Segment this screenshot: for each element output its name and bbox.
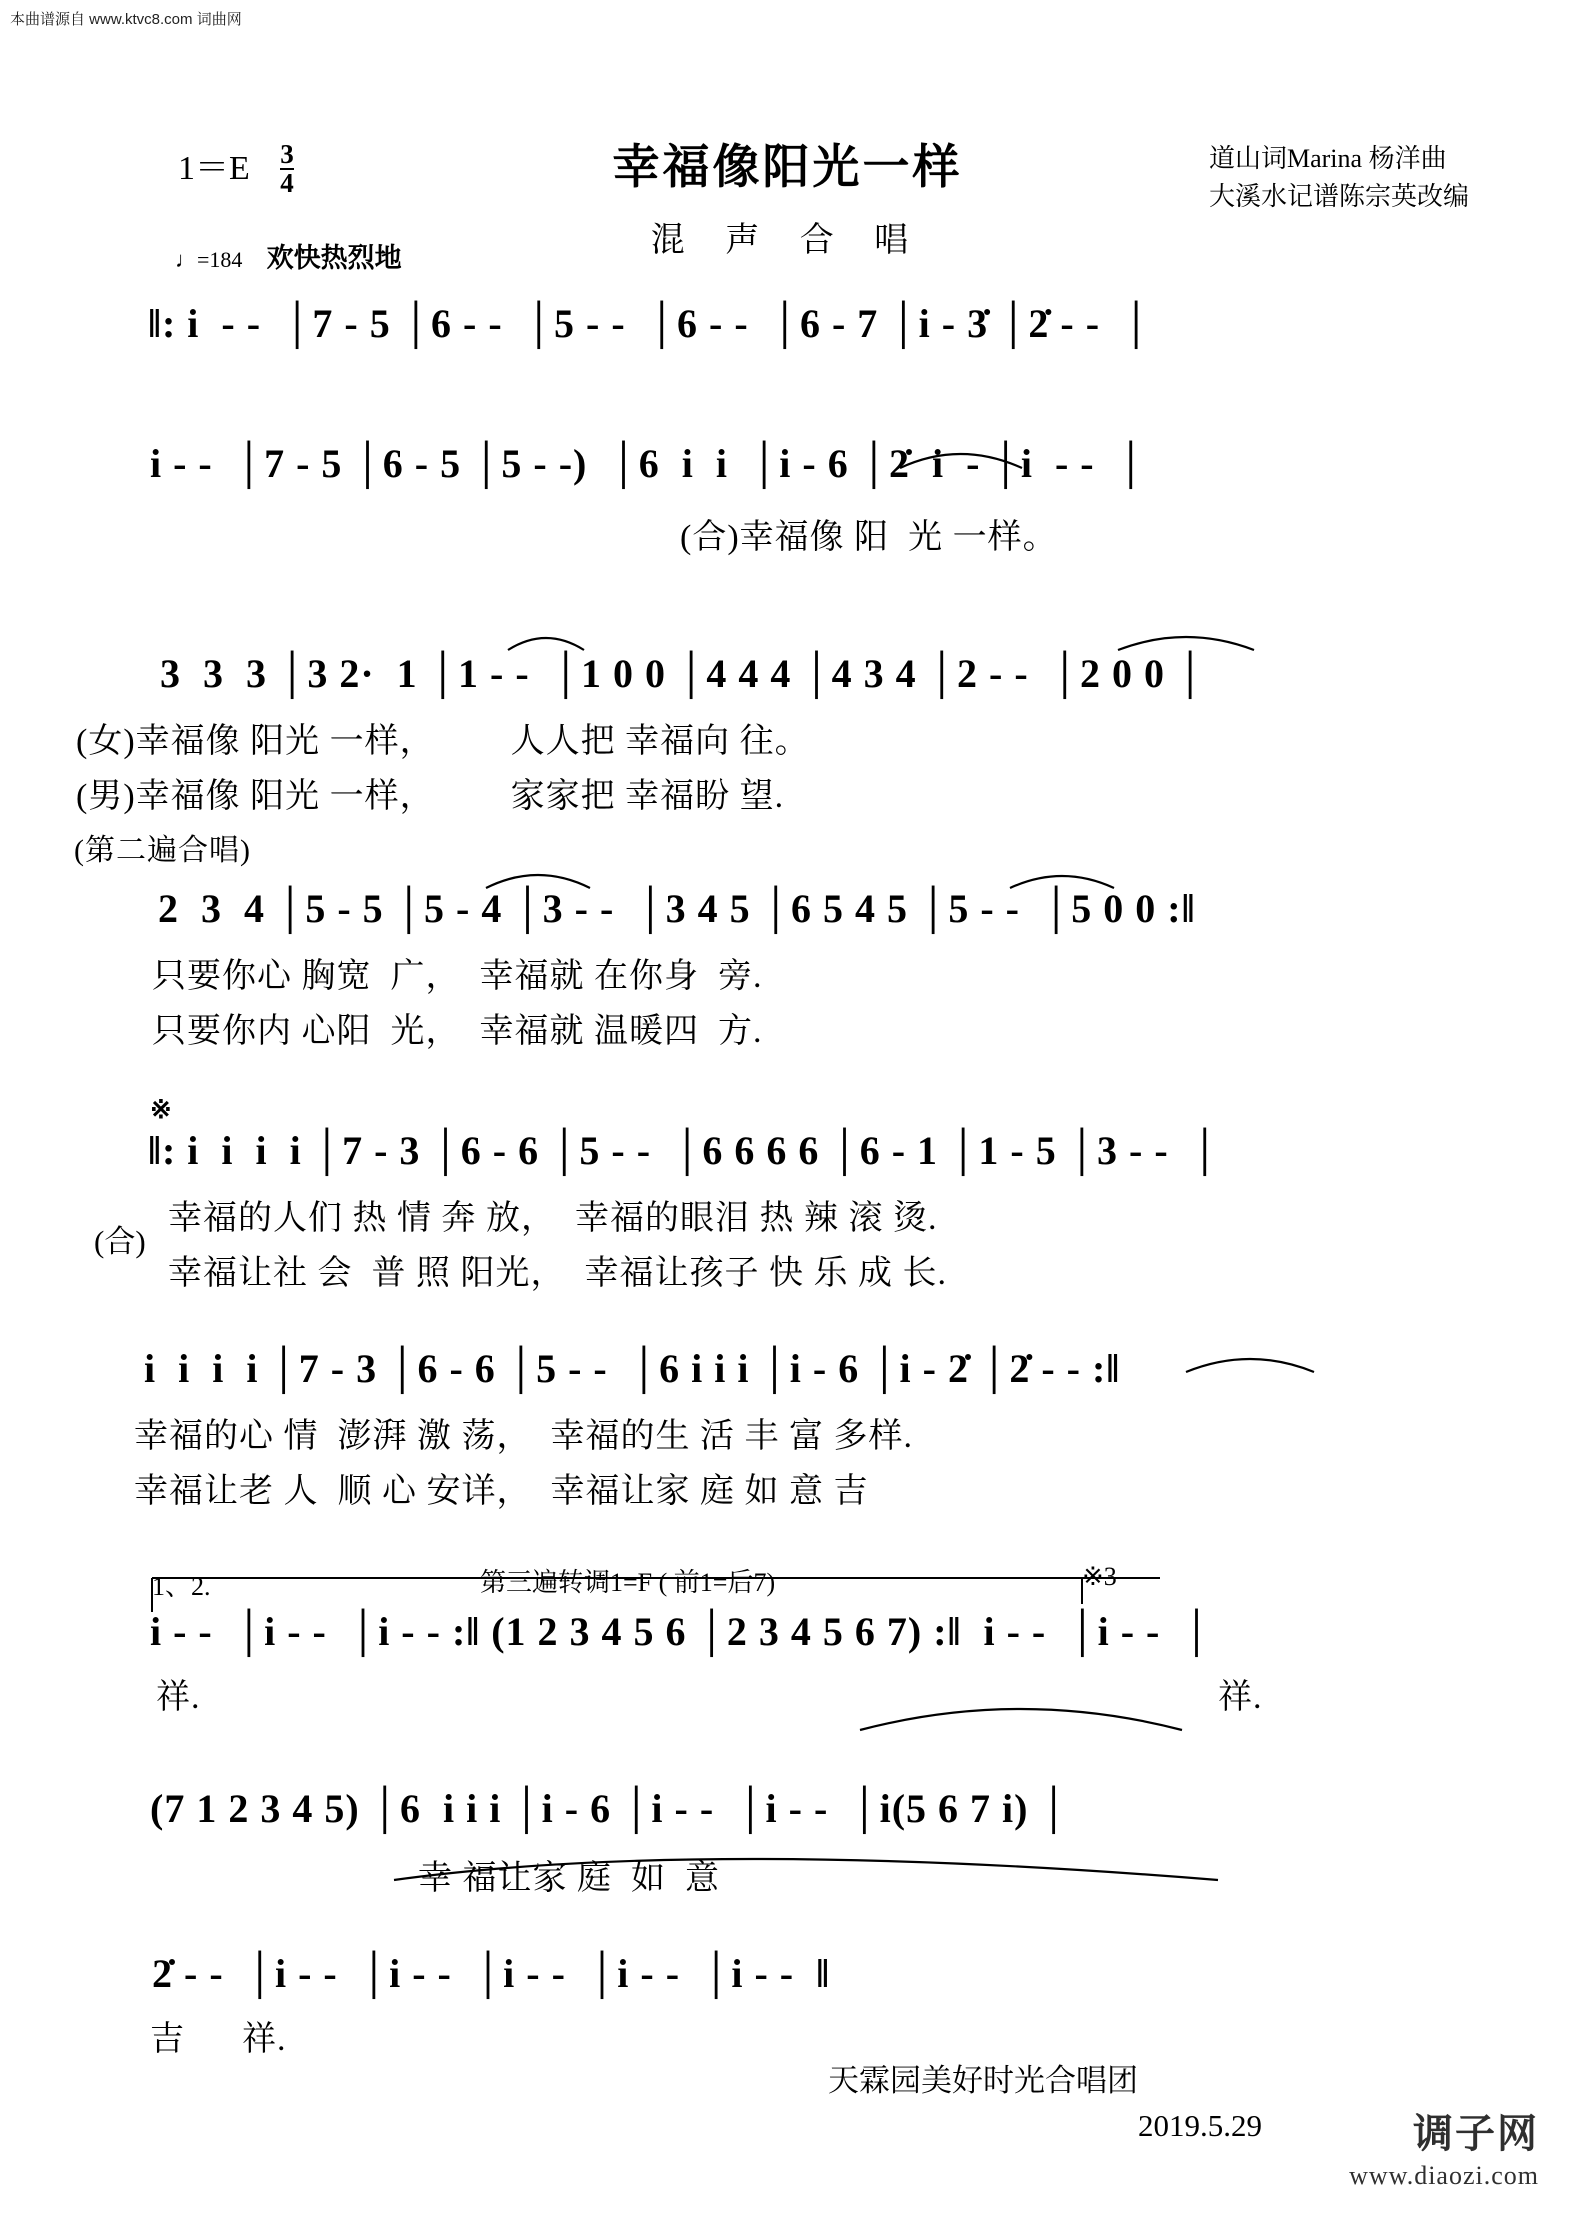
system-8-lyrics: 幸 福让家 庭 如 意 [418,1860,720,1897]
page-subtitle: 混 声 合 唱 [650,222,925,259]
system-7-lyrics-left: 祥. [156,1679,201,1716]
system-5-lyrics-1: 幸福的人们 热 情 奔 放， 幸福的眼泪 热 辣 滚 烫. [168,1200,938,1237]
system-4-lyrics-2: 只要你内 心阳 光， 幸福就 温暖四 方. [152,1013,763,1050]
system-7-lyrics-right: 祥. [1218,1679,1263,1716]
ending-3-label: ※3 [1082,1562,1117,1591]
tempo-mood: 欢快热烈地 [266,243,402,273]
site-brand [1349,2102,1539,2191]
system-8-notes: (7 1 2 3 4 5) │6 i i i │i - 6 │i - - │i - - │i(5 6 7 i) │ [150,1786,1069,1831]
system-9-lyrics: 吉 祥. [150,2021,287,2058]
slur-3 [1118,637,1254,650]
system-6-lyrics-2: 幸福让老 人 顺 心 安详， 幸福让家 庭 如 意 吉 [134,1473,869,1510]
system-1-notes: ‖: i - - │7 - 5 │6 - - │5 - - │6 - - │6 - 7 │i - 3̇ │2̇ - - │ [148,301,1152,346]
system-5-part-tag: (合) [94,1224,146,1259]
system-3-lyrics-male: (男)幸福像 阳光 一样， 家家把 幸福盼 望. [76,778,785,815]
system-2-notes: i - - │7 - 5 │6 - 5 │5 - -) │6 i i │i - 6 │2̇ i - │i - - │ [150,441,1146,486]
system-3-note-second-time: (第二遍合唱) [74,834,251,867]
system-5-notes: ‖: i i i i │7 - 3 │6 - 6 │5 - - │6 6 6 6 │6 - 1 │1 - 5 │3 - - │ [148,1128,1221,1173]
system-9-notes: 2̇ - - │i - - │i - - │i - - │i - - │i - - ‖ [152,1951,831,1996]
modulation-note: 第三遍转调1=F ( 前1=后7) [480,1568,776,1597]
key-signature-text: 1＝E [178,150,250,187]
system-4-lyrics-1: 只要你心 胸宽 广， 幸福就 在你身 旁. [152,958,763,995]
choir-credit: 天霖园美好时光合唱团 [828,2063,1138,2098]
brand-name: 调子网 [1413,2111,1539,2156]
credits [1209,140,1469,217]
system-3-lyrics-female: (女)幸福像 阳光 一样， 人人把 幸福向 往。 [76,723,810,760]
credit-transcriber-arranger: 大溪水记谱陈宗英改编 [1208,182,1469,212]
system-2-lyrics: (合)幸福像 阳 光 一样。 [680,519,1058,556]
system-3-notes: 3 3 3 │3 2· 1 │1 - - │1 0 0 │4 4 4 │4 3 4 │2 - - │2 0 0 │ [160,651,1206,696]
system-4-notes: 2 3 4 │5 - 5 │5 - 4 │3 - - │3 4 5 │6 5 4 5 │5 - - │5 0 0 :‖ [158,886,1196,931]
system-7-notes: i - - │i - - │i - - :‖ (1 2 3 4 5 6 │2 3 4 5 6 7) :‖ i - - │i - - │ [150,1609,1212,1654]
source-watermark: 本曲谱源自 www.ktvc8.com 词曲网 [10,11,242,28]
segno-sign: ※ [150,1095,172,1124]
slur-2 [508,638,584,650]
page-title: 幸福像阳光一样 [612,142,963,194]
date-credit: 2019.5.29 [1138,2108,1262,2143]
slur-7 [860,1709,1182,1730]
time-signature-denominator: 4 [280,168,294,199]
ending-1-2-label: 1、2. [152,1572,211,1601]
system-6-notes: i i i i │7 - 3 │6 - 6 │5 - - │6 i i i │i - 6 │i - 2̇ │2̇ - - :‖ [144,1346,1121,1391]
tempo-bpm: ♩=184 [175,247,243,272]
system-6-lyrics-1: 幸福的心 情 澎湃 激 荡， 幸福的生 活 丰 富 多样. [134,1418,913,1455]
system-5-lyrics-2: 幸福让社 会 普 照 阳光， 幸福让孩子 快 乐 成 长. [168,1255,947,1292]
brand-url: www.diaozi.com [1349,2161,1539,2190]
credit-lyricist-composer: 道山词Marina 杨洋曲 [1208,144,1447,173]
time-signature-numerator: 3 [280,139,294,170]
